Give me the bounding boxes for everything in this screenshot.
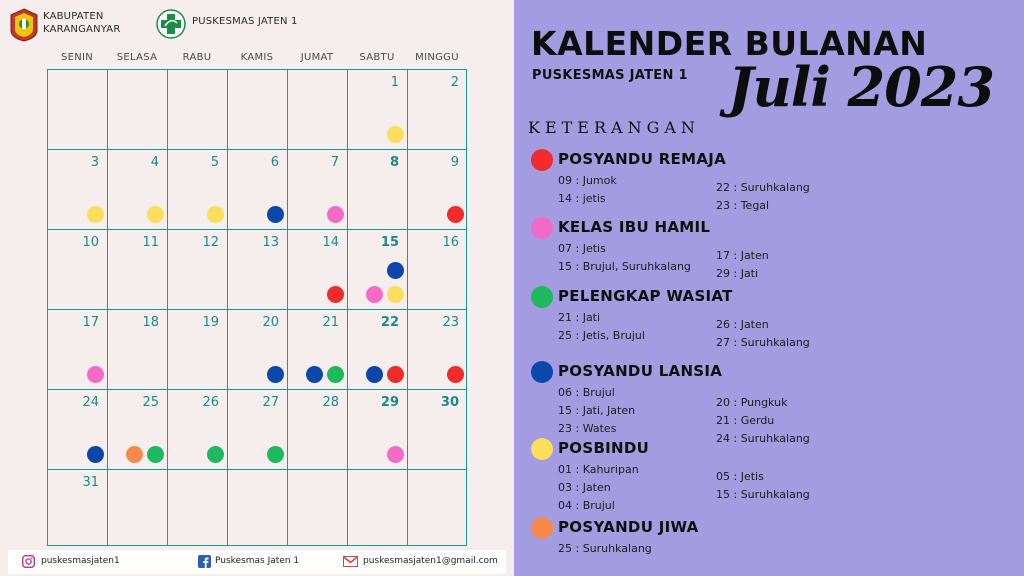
day-number[interactable]: 26 bbox=[202, 395, 219, 410]
legend-entry: 20 : Pungkuk bbox=[716, 396, 788, 409]
day-number[interactable]: 27 bbox=[262, 395, 279, 410]
day-number[interactable]: 4 bbox=[150, 155, 159, 170]
page-subtitle: PUSKESMAS JATEN 1 bbox=[532, 68, 688, 83]
legend-category-title: POSYANDU JIWA bbox=[558, 518, 699, 536]
legend-entry: 07 : Jetis bbox=[558, 242, 606, 255]
grid-vline bbox=[287, 69, 288, 546]
day-number[interactable]: 5 bbox=[210, 155, 219, 170]
day-number[interactable]: 23 bbox=[442, 315, 459, 330]
grid-hline bbox=[47, 69, 467, 70]
grid-vline bbox=[47, 69, 48, 546]
day-number[interactable]: 10 bbox=[82, 235, 99, 250]
legend-category-title: PELENGKAP WASIAT bbox=[558, 287, 733, 305]
footer-bar bbox=[8, 550, 506, 574]
day-number[interactable]: 24 bbox=[82, 395, 99, 410]
weekday-senin: SENIN bbox=[60, 52, 94, 63]
weekday-rabu: RABU bbox=[182, 52, 212, 63]
instagram-handle[interactable]: puskesmasjaten1 bbox=[41, 556, 120, 566]
day-number[interactable]: 20 bbox=[262, 315, 279, 330]
facebook-page[interactable]: Puskesmas Jaten 1 bbox=[215, 556, 300, 566]
legend-entry: 29 : Jati bbox=[716, 267, 759, 280]
karanganyar-emblem-icon bbox=[9, 8, 39, 42]
legend-entry: 25 : Jetis, Brujul bbox=[558, 329, 645, 342]
legend-dot-jiwa bbox=[531, 517, 553, 539]
legend-entry: 15 : Brujul, Suruhkalang bbox=[558, 260, 691, 273]
grid-hline bbox=[47, 229, 467, 230]
event-dot-lansia[interactable] bbox=[87, 446, 104, 463]
day-number[interactable]: 8 bbox=[389, 155, 399, 170]
event-dot-kelas_ibu[interactable] bbox=[327, 206, 344, 223]
day-number[interactable]: 13 bbox=[262, 235, 279, 250]
day-number[interactable]: 21 bbox=[322, 315, 339, 330]
day-number[interactable]: 30 bbox=[440, 395, 459, 410]
event-dot-remaja[interactable] bbox=[447, 366, 464, 383]
legend-entry: 23 : Wates bbox=[558, 422, 617, 435]
legend-entry: 09 : Jumok bbox=[558, 174, 617, 187]
grid-hline bbox=[47, 545, 467, 546]
day-number[interactable]: 15 bbox=[380, 235, 399, 250]
kabupaten-line-2: KARANGANYAR bbox=[43, 24, 121, 35]
legend-dot-remaja bbox=[531, 149, 553, 171]
day-number[interactable]: 31 bbox=[82, 475, 99, 490]
legend-panel bbox=[514, 0, 1024, 576]
legend-entry: 01 : Kahuripan bbox=[558, 463, 639, 476]
grid-hline bbox=[47, 309, 467, 310]
day-number[interactable]: 17 bbox=[82, 315, 99, 330]
day-number[interactable]: 2 bbox=[450, 75, 459, 90]
puskesmas-name: PUSKESMAS JATEN 1 bbox=[192, 16, 298, 27]
event-dot-wasiat[interactable] bbox=[267, 446, 284, 463]
legend-entry: 14 : jetis bbox=[558, 192, 606, 205]
legend-category-title: POSYANDU REMAJA bbox=[558, 150, 727, 168]
day-number[interactable]: 11 bbox=[142, 235, 159, 250]
legend-entry: 23 : Tegal bbox=[716, 199, 770, 212]
legend-entry: 26 : Jaten bbox=[716, 318, 769, 331]
legend-entry: 03 : Jaten bbox=[558, 481, 611, 494]
grid-hline bbox=[47, 469, 467, 470]
legend-dot-posbindu bbox=[531, 438, 553, 460]
event-dot-remaja[interactable] bbox=[447, 206, 464, 223]
grid-vline bbox=[347, 69, 348, 546]
weekday-sabtu: SABTU bbox=[359, 52, 395, 63]
event-dot-wasiat[interactable] bbox=[207, 446, 224, 463]
legend-category-title: KELAS IBU HAMIL bbox=[558, 218, 711, 236]
legend-entry: 06 : Brujul bbox=[558, 386, 615, 399]
legend-dot-lansia bbox=[531, 361, 553, 383]
event-dot-lansia[interactable] bbox=[387, 262, 404, 279]
day-number[interactable]: 18 bbox=[142, 315, 159, 330]
weekday-kamis: KAMIS bbox=[240, 52, 274, 63]
day-number[interactable]: 19 bbox=[202, 315, 219, 330]
legend-entry: 17 : Jaten bbox=[716, 249, 769, 262]
event-dot-wasiat[interactable] bbox=[147, 446, 164, 463]
event-dot-kelas_ibu[interactable] bbox=[387, 446, 404, 463]
event-dot-posbindu[interactable] bbox=[147, 206, 164, 223]
weekday-header bbox=[47, 52, 467, 66]
event-dot-remaja[interactable] bbox=[327, 286, 344, 303]
legend-entry: 15 : Jati, Jaten bbox=[558, 404, 636, 417]
email-address[interactable]: puskesmasjaten1@gmail.com bbox=[363, 556, 498, 566]
legend-entry: 21 : Gerdu bbox=[716, 414, 775, 427]
event-dot-posbindu[interactable] bbox=[387, 126, 404, 143]
day-number[interactable]: 9 bbox=[450, 155, 459, 170]
grid-vline bbox=[107, 69, 108, 546]
day-number[interactable]: 6 bbox=[270, 155, 279, 170]
weekday-minggu: MINGGU bbox=[415, 52, 459, 63]
legend-title: KETERANGAN bbox=[528, 118, 700, 137]
grid-vline bbox=[466, 69, 467, 546]
weekday-jumat: JUMAT bbox=[300, 52, 334, 63]
event-dot-lansia[interactable] bbox=[267, 206, 284, 223]
grid-hline bbox=[47, 389, 467, 390]
puskesmas-logo-icon bbox=[156, 9, 186, 39]
event-dot-kelas_ibu[interactable] bbox=[366, 286, 383, 303]
legend-entry: 15 : Suruhkalang bbox=[716, 488, 810, 501]
event-dot-jiwa[interactable] bbox=[126, 446, 143, 463]
grid-vline bbox=[407, 69, 408, 546]
instagram-icon[interactable] bbox=[22, 555, 35, 568]
day-number[interactable]: 1 bbox=[390, 75, 399, 90]
event-dot-posbindu[interactable] bbox=[207, 206, 224, 223]
grid-vline bbox=[227, 69, 228, 546]
day-number[interactable]: 25 bbox=[142, 395, 159, 410]
day-number[interactable]: 28 bbox=[322, 395, 339, 410]
legend-dot-wasiat bbox=[531, 286, 553, 308]
page-title: KALENDER BULANAN bbox=[531, 24, 928, 63]
event-dot-posbindu[interactable] bbox=[387, 286, 404, 303]
weekday-selasa: SELASA bbox=[116, 52, 158, 63]
day-number[interactable]: 16 bbox=[442, 235, 459, 250]
legend-entry: 27 : Suruhkalang bbox=[716, 336, 810, 349]
legend-entry: 04 : Brujul bbox=[558, 499, 615, 512]
gmail-icon[interactable] bbox=[343, 555, 358, 568]
event-dot-lansia[interactable] bbox=[306, 366, 323, 383]
event-dot-kelas_ibu[interactable] bbox=[87, 366, 104, 383]
event-dot-lansia[interactable] bbox=[366, 366, 383, 383]
legend-entry: 21 : Jati bbox=[558, 311, 601, 324]
event-dot-wasiat[interactable] bbox=[327, 366, 344, 383]
kabupaten-name bbox=[43, 10, 153, 36]
day-number[interactable]: 7 bbox=[330, 155, 339, 170]
grid-hline bbox=[47, 149, 467, 150]
legend-dot-kelas_ibu bbox=[531, 217, 553, 239]
legend-category-title: POSYANDU LANSIA bbox=[558, 362, 723, 380]
legend-entry: 22 : Suruhkalang bbox=[716, 181, 810, 194]
legend-entry: 25 : Suruhkalang bbox=[558, 542, 652, 555]
kabupaten-line-1: KABUPATEN bbox=[43, 11, 104, 22]
day-number[interactable]: 29 bbox=[380, 395, 399, 410]
legend-category-title: POSBINDU bbox=[558, 439, 650, 457]
calendar-grid bbox=[47, 69, 467, 546]
month-year: Juli 2023 bbox=[728, 55, 994, 119]
day-number[interactable]: 22 bbox=[380, 315, 399, 330]
legend-entry: 05 : Jetis bbox=[716, 470, 764, 483]
event-dot-remaja[interactable] bbox=[387, 366, 404, 383]
day-number[interactable]: 3 bbox=[90, 155, 99, 170]
grid-vline bbox=[167, 69, 168, 546]
event-dot-lansia[interactable] bbox=[267, 366, 284, 383]
day-number[interactable]: 14 bbox=[322, 235, 339, 250]
event-dot-posbindu[interactable] bbox=[87, 206, 104, 223]
legend-entry: 24 : Suruhkalang bbox=[716, 432, 810, 445]
day-number[interactable]: 12 bbox=[202, 235, 219, 250]
facebook-icon[interactable] bbox=[198, 555, 211, 568]
